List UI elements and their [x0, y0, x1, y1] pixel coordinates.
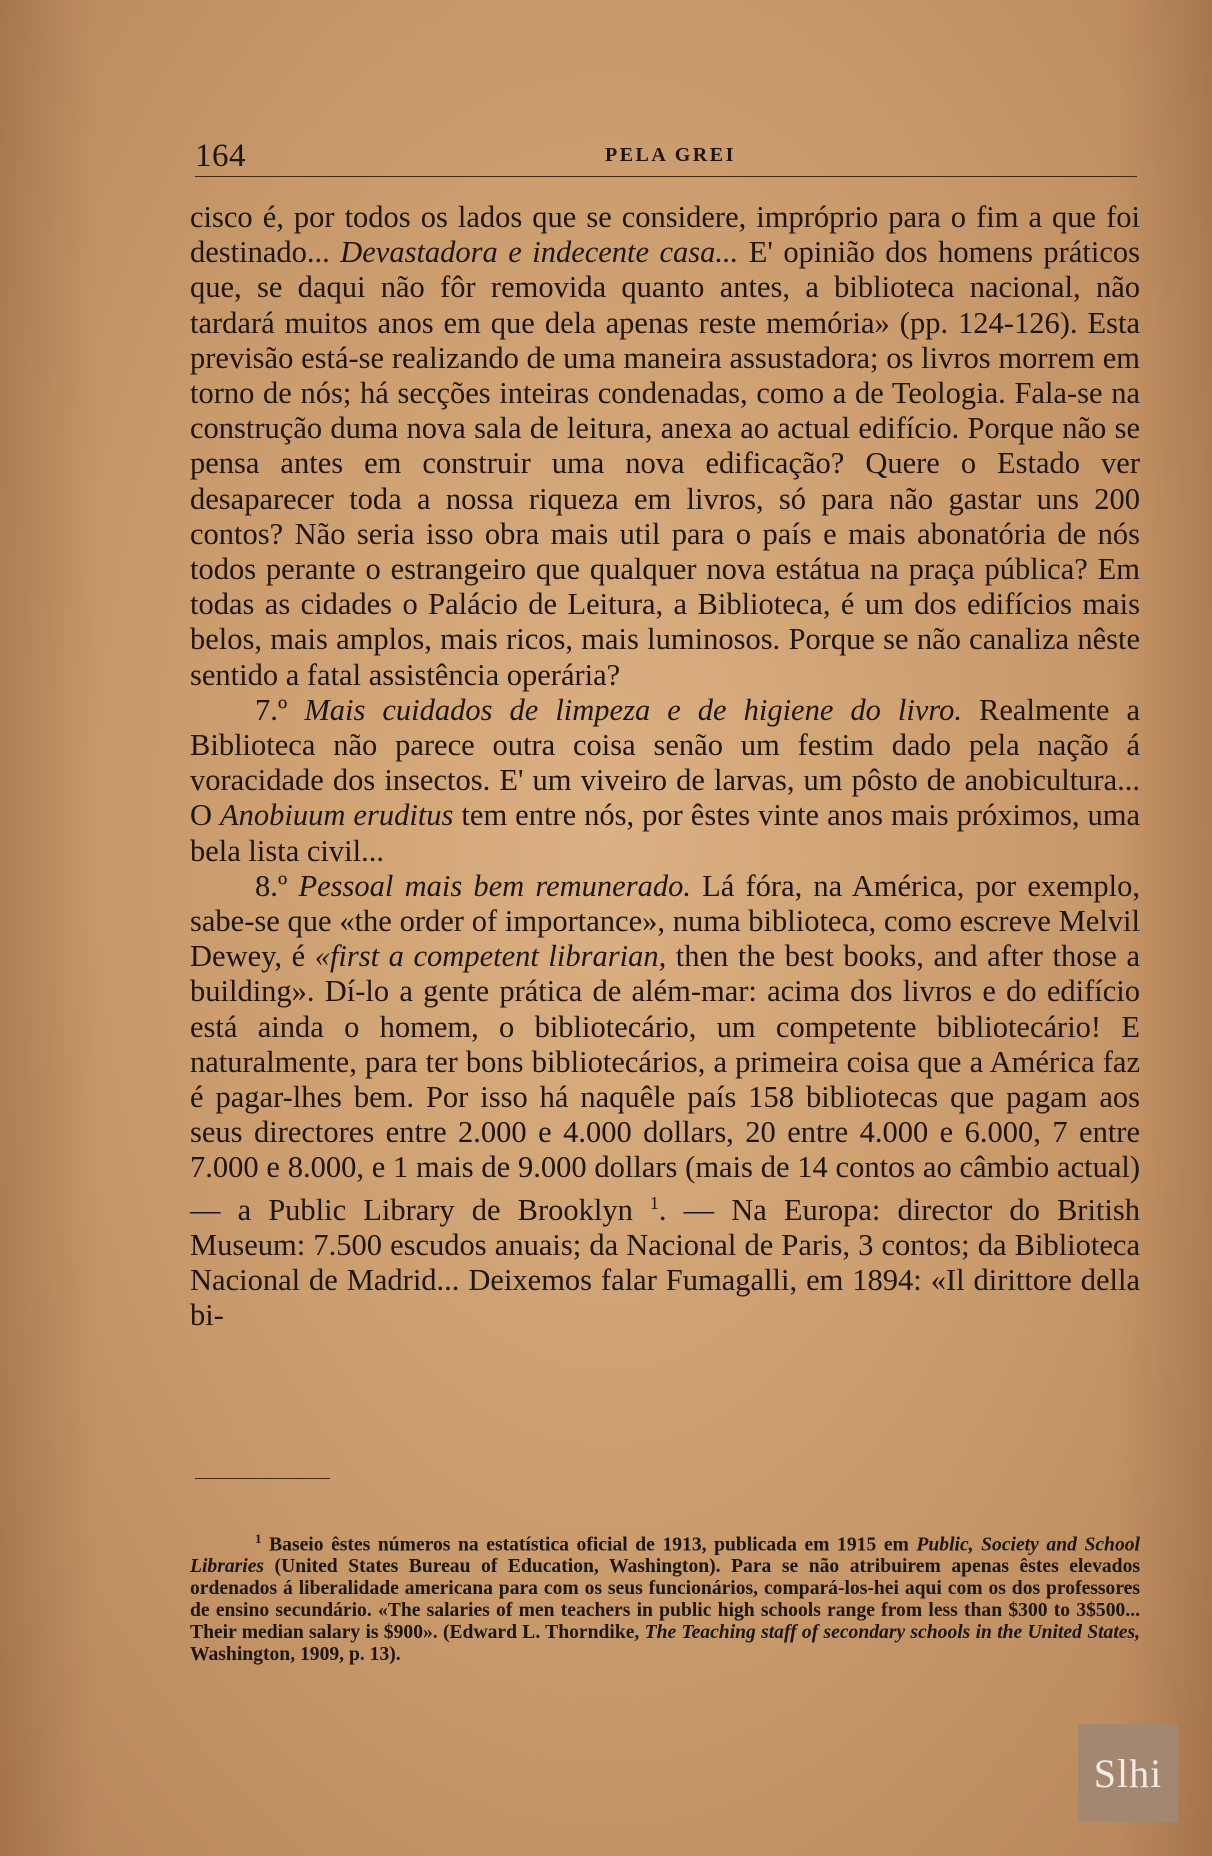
footnote: $^1$ Baseio êstes números na estatística oficial de 1913, publicada em 1915 em Public, Society and School Libraries (United States Bureau of Education, Washington). Para se não atribuirem apenas êstes elevados ordenados á liberalidade americana para com os seus funcionários, compará-los-hei aqui com os dos professores de ensino secundário. «The salaries of men teachers in public high schools range from less than $300 to 3$500... Their median salary is $900». (Edward L. Thorndike, The Teaching staff of secondary schools in the United States, Washington, 1909, p. 13). [190, 1531, 1140, 1665]
page-header [195, 138, 1137, 172]
running-title: PELA GREI [605, 144, 736, 166]
footnote-rule [195, 1478, 330, 1479]
paragraph-1: cisco é, por todos os lados que se considere, impróprio para o fim a que foi destinado... Devastadora e indecente casa... E' opinião dos homens práticos que, se daqui não fôr removida quanto antes, a biblioteca nacional, não tardará muitos anos em que dela apenas reste memória» (pp. 124-126). Esta previsão está-se realizando de uma maneira assustadora; os livros morrem em torno de nós; há secções inteiras condenadas, como a de Teologia. Fala-se na construção duma nova sala de leitura, anexa ao actual edifício. Porque não se pensa antes em construir uma nova edificação? Quere o Estado ver desaparecer toda a nossa riqueza em livros, só para não gastar uns 200 contos? Não seria isso obra mais util para o país e mais abonatória de nós todos perante o estrangeiro que qualquer nova estátua na praça pública? Em todas as cidades o Palácio de Leitura, a Biblioteca, é um dos edifícios mais belos, mais amplos, mais ricos, mais luminosos. Porque se não canaliza nêste sentido a fatal assistência operária? [190, 200, 1140, 692]
italic-quote: «first a competent librarian, [314, 939, 667, 974]
page-number: 164 [195, 138, 246, 174]
body-text [190, 200, 1140, 1334]
italic-anobium: Anobiuum eruditus [220, 798, 454, 833]
section-heading-7: Mais cuidados de limpeza e de higiene do livro. [304, 692, 963, 727]
library-stamp-logo: Slhi [1078, 1724, 1178, 1822]
section-heading-8: Pessoal mais bem remunerado. [298, 868, 691, 903]
header-rule [195, 176, 1137, 177]
italic-phrase: Devastadora e indecente casa... [340, 235, 739, 270]
footnote-reference: 1 [649, 1192, 659, 1213]
footnote-marker: 1 [255, 1531, 262, 1546]
paragraph-8-staff: 8.º Pessoal mais bem remunerado. Lá fóra, na América, por exemplo, sabe-se que «the order of importance», numa biblioteca, como escreve Melvil Dewey, é «first a competent librarian, then the best books, and after those a building». Dí-lo a gente prática de além-mar: acima dos livros e do edifício está ainda o homem, o bibliotecário, um competente bibliotecário! E naturalmente, para ter bons bibliotecários, a primeira coisa que a América faz é pagar-lhes bem. Por isso há naquêle país 158 bibliotecas que pagam aos seus directores entre 2.000 e 4.000 dollars, 20 entre 4.000 e 6.000, 7 entre 7.000 e 8.000, e 1 mais de 9.000 dollars (mais de 14 contos ao câmbio actual) — a Public Library de Brooklyn $^1$. — Na Europa: director do British Museum: 7.500 escudos anuais; da Nacional de Paris, 3 contos; da Biblioteca Nacional de Madrid... Deixemos falar Fumagalli, em 1894: «Il dirittore della bi- [190, 868, 1140, 1333]
paragraph-7-cleaning: 7.º Mais cuidados de limpeza e de higiene do livro. Realmente a Biblioteca não parece outra coisa senão um festim dado pela nação á voracidade dos insectos. E' um viveiro de larvas, um pôsto de anobicultura... O Anobiuum eruditus tem entre nós, por êstes vinte anos mais próximos, uma bela lista civil... [190, 692, 1141, 868]
